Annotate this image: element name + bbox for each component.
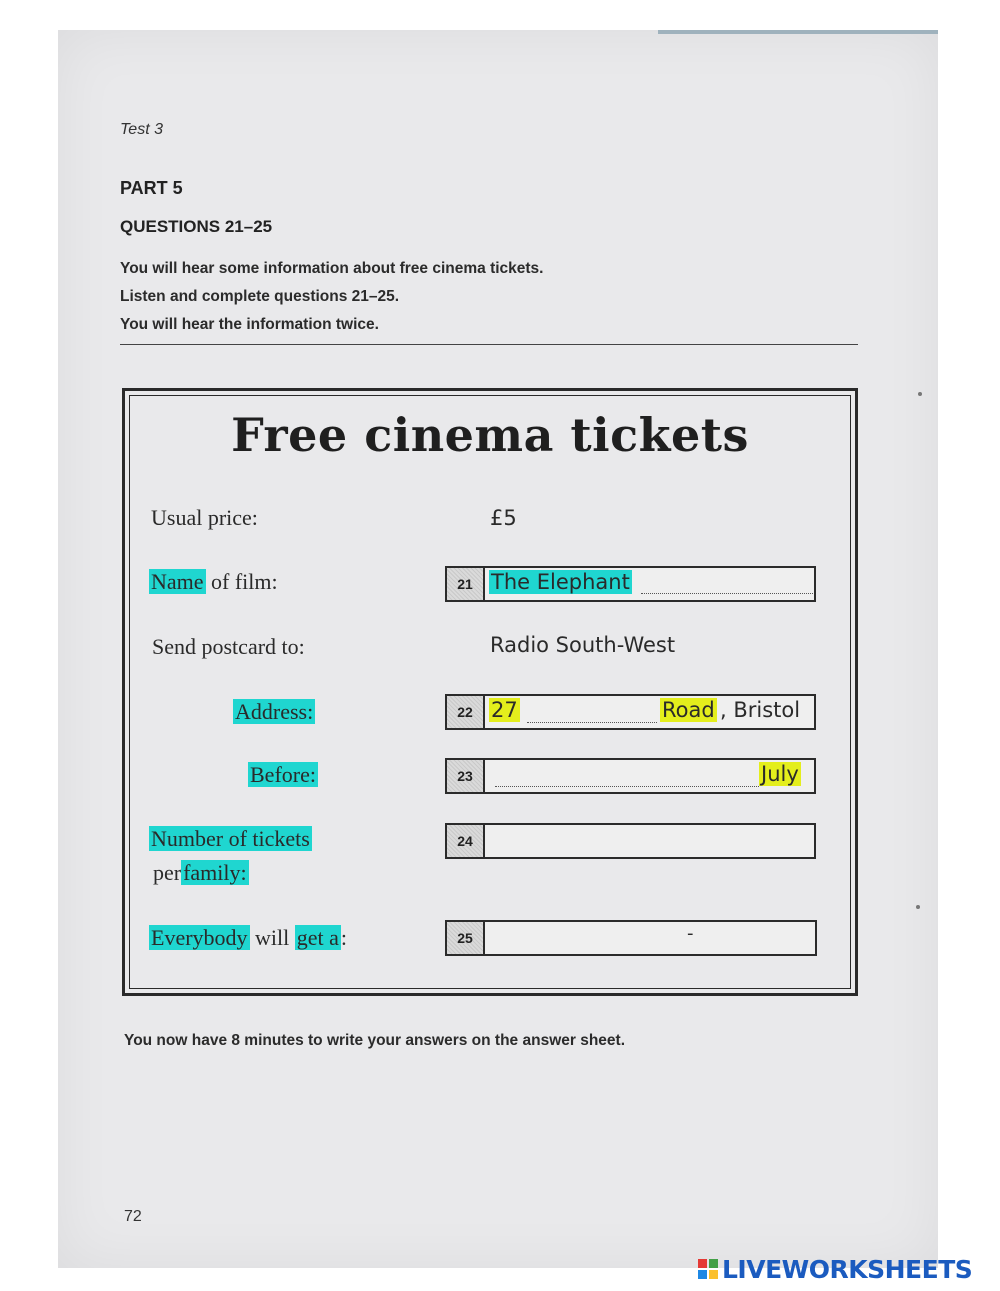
usual-price-value: £5 bbox=[490, 506, 517, 530]
before-label bbox=[248, 762, 318, 788]
logo-square-red bbox=[698, 1259, 707, 1268]
answer-22-city: , Bristol bbox=[720, 698, 801, 722]
address-label bbox=[233, 699, 315, 725]
liveworksheets-brand[interactable] bbox=[698, 1252, 972, 1286]
question-number-22: 22 bbox=[447, 696, 485, 728]
page-number: 72 bbox=[124, 1208, 142, 1225]
instruction-line: You will hear the information twice. bbox=[120, 316, 379, 333]
answer-22-road: Road bbox=[662, 698, 715, 722]
question-number-25: 25 bbox=[447, 922, 485, 954]
answer-25-text: - bbox=[687, 923, 694, 944]
answer-field-22[interactable] bbox=[445, 694, 816, 730]
tickets-label-family: family: bbox=[183, 860, 247, 885]
answer-line bbox=[527, 722, 657, 723]
instruction-line: Listen and complete questions 21–25. bbox=[120, 288, 400, 305]
everybody-label bbox=[149, 925, 347, 951]
answer-field-25[interactable] bbox=[445, 920, 817, 956]
film-name-label-rest: of film: bbox=[211, 569, 278, 594]
answer-23-text: July bbox=[761, 762, 799, 786]
test-label: Test 3 bbox=[120, 121, 163, 138]
everybody-label-will: will bbox=[255, 925, 290, 950]
tickets-label-per: per bbox=[153, 860, 182, 885]
answer-field-23[interactable] bbox=[445, 758, 816, 794]
answer-21-text: The Elephant bbox=[491, 570, 630, 594]
film-name-label-highlight: Name bbox=[151, 569, 204, 594]
everybody-label-colon: : bbox=[340, 925, 348, 950]
logo-square-yellow bbox=[709, 1270, 718, 1279]
part-title: PART 5 bbox=[120, 178, 183, 198]
paper-speck bbox=[916, 905, 920, 909]
page-edge-decoration bbox=[658, 30, 938, 34]
question-number-24: 24 bbox=[447, 825, 485, 857]
answer-22-number: 27 bbox=[491, 698, 518, 722]
form-frame-inner bbox=[129, 395, 851, 989]
divider bbox=[120, 344, 858, 345]
instruction-line: You will hear some information about free cinema tickets. bbox=[120, 260, 544, 277]
brand-name: LIVEWORKSHEETS bbox=[722, 1254, 973, 1284]
answer-field-24[interactable] bbox=[445, 823, 816, 859]
everybody-label-highlight-1: Everybody bbox=[151, 925, 248, 950]
tickets-label-highlight: Number of tickets bbox=[151, 826, 310, 851]
before-label-highlight: Before: bbox=[250, 762, 316, 787]
send-postcard-label: Send postcard to: bbox=[152, 634, 305, 659]
tickets-label-line1 bbox=[149, 826, 312, 852]
answer-line bbox=[495, 786, 759, 787]
footer-note: You now have 8 minutes to write your answers on the answer sheet. bbox=[124, 1032, 626, 1049]
logo-square-blue bbox=[698, 1270, 707, 1279]
tickets-label-line2 bbox=[153, 860, 249, 886]
question-number-23: 23 bbox=[447, 760, 485, 792]
paper-speck bbox=[918, 392, 922, 396]
question-number-21: 21 bbox=[447, 568, 485, 600]
answer-line bbox=[641, 593, 813, 594]
everybody-label-highlight-2: get a bbox=[296, 925, 339, 950]
liveworksheets-logo-icon bbox=[698, 1259, 718, 1279]
questions-title: QUESTIONS 21–25 bbox=[120, 217, 273, 236]
film-name-label bbox=[149, 569, 278, 595]
logo-square-green bbox=[709, 1259, 718, 1268]
send-postcard-value: Radio South-West bbox=[490, 633, 676, 657]
answer-field-21[interactable] bbox=[445, 566, 816, 602]
form-title: Free cinema tickets bbox=[231, 408, 749, 462]
address-label-highlight: Address: bbox=[235, 699, 314, 724]
usual-price-label: Usual price: bbox=[151, 505, 258, 530]
